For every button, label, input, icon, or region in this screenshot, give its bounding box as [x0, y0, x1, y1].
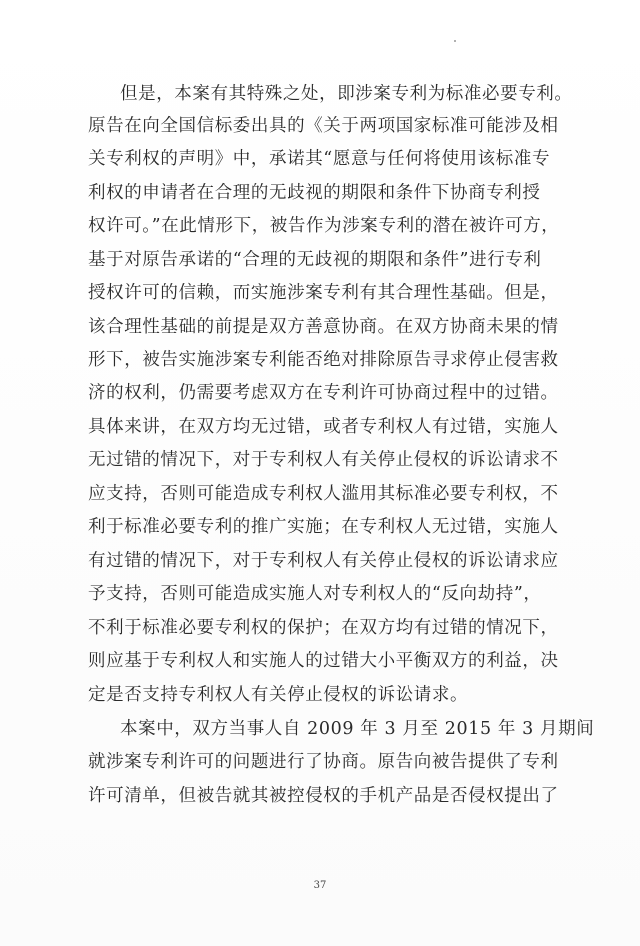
paragraph-line: 形下，被告实施涉案专利能否绝对排除原告寻求停止侵害救: [88, 350, 559, 370]
paragraph-line: 无过错的情况下，对于专利权人有关停止侵权的诉讼请求不: [88, 450, 559, 470]
paragraph-line: 授权许可的信赖，而实施涉案专利有其合理性基础。但是，: [88, 283, 559, 303]
paragraph-line: 利权的申请者在合理的无歧视的期限和条件下协商专利授: [88, 183, 541, 203]
paragraph-line: 但是，本案有其特殊之处，即涉案专利为标准必要专利。: [120, 84, 573, 104]
scan-speck: [454, 40, 456, 42]
paragraph-line: 济的权利，仍需要考虑双方在专利许可协商过程中的过错。: [88, 383, 559, 403]
paragraph-line: 本案中，双方当事人自 2009 年 3 月至 2015 年 3 月期间: [120, 719, 595, 739]
paragraph-line: 予支持，否则可能造成实施人对专利权人的“反向劫持”，: [88, 584, 542, 604]
page-number: 37: [313, 880, 327, 891]
paragraph-line: 利于标准必要专利的推广实施；在专利权人无过错，实施人: [88, 517, 559, 537]
paragraph-line: 该合理性基础的前提是双方善意协商。在双方协商未果的情: [88, 317, 559, 337]
paragraph-line: 定是否支持专利权人有关停止侵权的诉讼请求。: [88, 685, 469, 705]
paragraph-line: 许可清单，但被告就其被控侵权的手机产品是否侵权提出了: [88, 786, 559, 806]
paragraph-line: 原告在向全国信标委出具的《关于两项国家标准可能涉及相: [88, 116, 559, 136]
paragraph-line: 应支持，否则可能造成专利权人滥用其标准必要专利权，不: [88, 484, 559, 504]
paragraph-line: 权许可。”在此情形下，被告作为涉案专利的潜在被许可方，: [88, 216, 560, 236]
paragraph-line: 就涉案专利许可的问题进行了协商。原告向被告提供了专利: [88, 752, 559, 772]
paragraph-line: 不利于标准必要专利权的保护；在双方均有过错的情况下，: [88, 618, 559, 638]
paragraph-line: 有过错的情况下，对于专利权人有关停止侵权的诉讼请求应: [88, 551, 559, 571]
paragraph-line: 具体来讲，在双方均无过错，或者专利权人有过错，实施人: [88, 417, 559, 437]
paragraph-line: 则应基于专利权人和实施人的过错大小平衡双方的利益，决: [88, 651, 559, 671]
paragraph-line: 基于对原告承诺的“合理的无歧视的期限和条件”进行专利: [88, 250, 542, 270]
paragraph-line: 关专利权的声明》中，承诺其“愿意与任何将使用该标准专: [88, 149, 551, 169]
